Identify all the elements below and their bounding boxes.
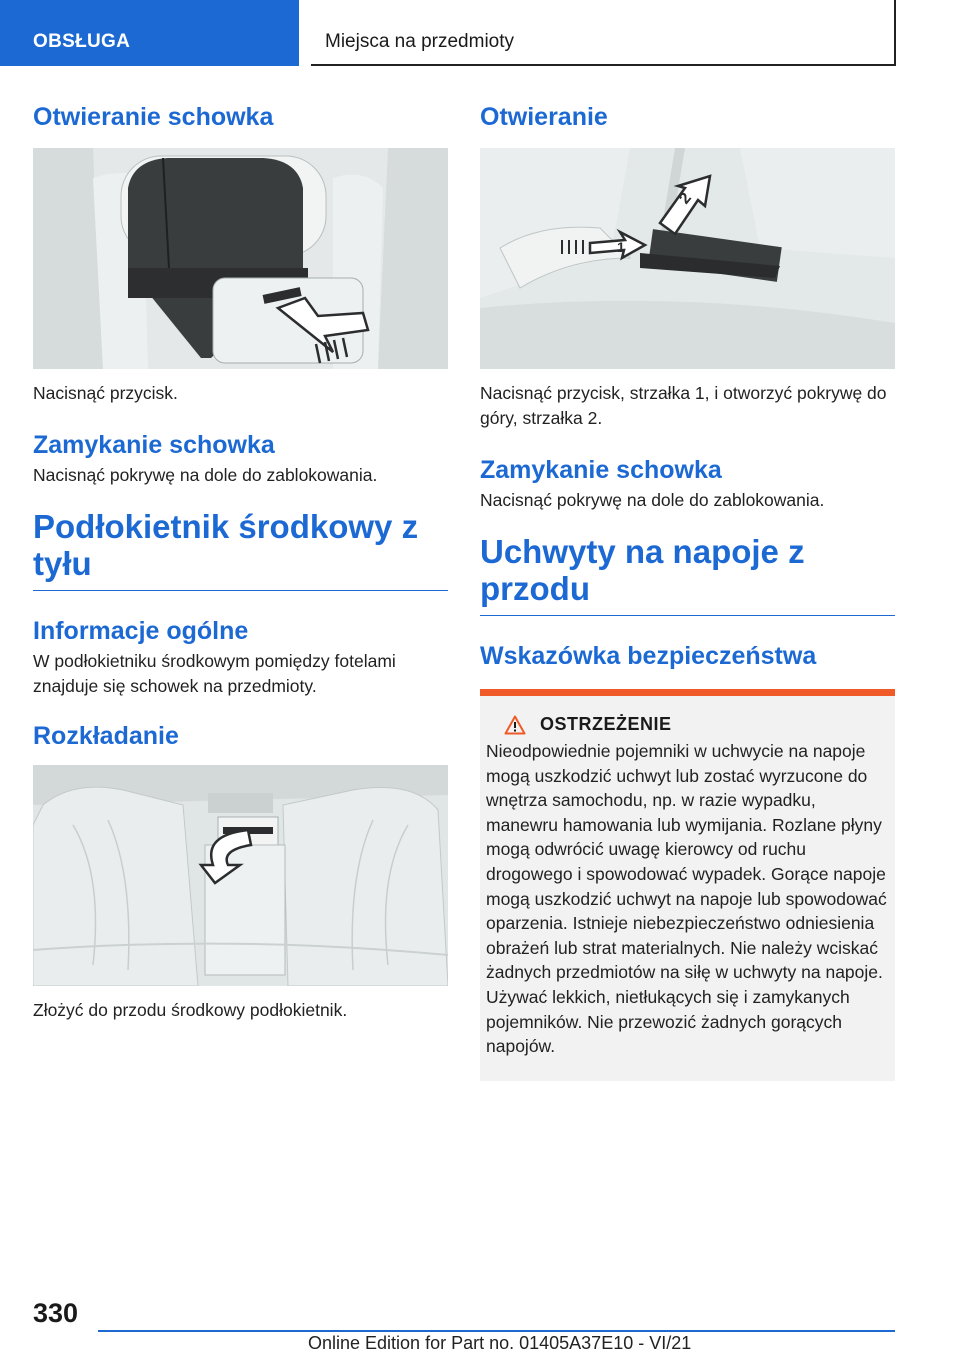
caption-open-compartment: Nacisnąć przycisk. [33,383,178,403]
caption-open: Nacisnąć przycisk, strzałka 1, i otworzyć pokrywę do góry, strzałka 2. [480,383,887,428]
text-general-info: W podłokietniku środkowym pomiędzy fotelami znajduje się schowek na przedmioty. [33,651,396,696]
heading-safety-note: Wskazówka bezpieczeństwa [480,642,817,670]
page-number: 330 [33,1298,79,1328]
topic-label: Miejsca na przedmioty [311,0,896,66]
footer-divider [98,1330,895,1332]
text-close-compartment: Nacisnąć pokrywę na dole do zablokowania. [33,465,378,485]
heading-unfold: Rozkładanie [33,722,179,750]
heading-close-compartment-right: Zamykanie schowka [480,456,722,484]
heading-close-compartment: Zamykanie schowka [33,431,275,459]
heading-general-info: Informacje ogólne [33,617,249,645]
left-column [33,100,448,1023]
text-close-compartment-right: Nacisnąć pokrywę na dole do zablokowania. [480,490,825,510]
illustration-armrest-fold [33,765,448,986]
warning-triangle-icon [504,715,526,735]
warning-text: Nieodpowiednie pojemniki w uchwycie na napoje mogą uszkodzić uchwyt lub zostać wyrzucone do wnętrza samochodu, np. w razie wypadku, manewru hamowania lub wymijania. Rozlane płyny mogą odwrócić uwagę kierowcy od ruchu drogowego i spowodować wypadek. Gorące napoje mogą uszkodzić uchwyt na napoje lub spowodować oparzenia. Istnieje niebezpieczeństwo odniesienia obrażeń lub strat materialnych. Nie należy wciskać żadnych przedmiotów na siłę w uchwyty na napoje. Używać lekkich, nietłukących się i zamykanych pojemników. Nie przewozić żadnych gorących napojów. [486,741,887,1057]
arrow-2-label: 2 [676,189,695,208]
section-label: OBSŁUGA [0,0,299,66]
illustration-armrest-closed [33,148,448,369]
warning-label: OSTRZEŻENIE [540,714,672,734]
arrow-1-label: 1 [617,239,625,255]
page-header [0,0,960,66]
title-front-cupholders: Uchwyty na napoje z przodu [480,533,895,616]
illustration-armrest-open [480,148,895,369]
heading-open-compartment: Otwieranie schowka [33,103,274,131]
warning-header [504,714,887,735]
right-column [480,100,895,1081]
heading-open: Otwieranie [480,103,608,131]
edition-label: Online Edition for Part no. 01405A37E10 - VI/21 [308,1333,692,1353]
warning-box [480,689,895,1081]
title-rear-armrest: Podłokietnik środkowy z tyłu [33,508,448,591]
caption-unfold: Złożyć do przodu środkowy podłokietnik. [33,1000,348,1020]
